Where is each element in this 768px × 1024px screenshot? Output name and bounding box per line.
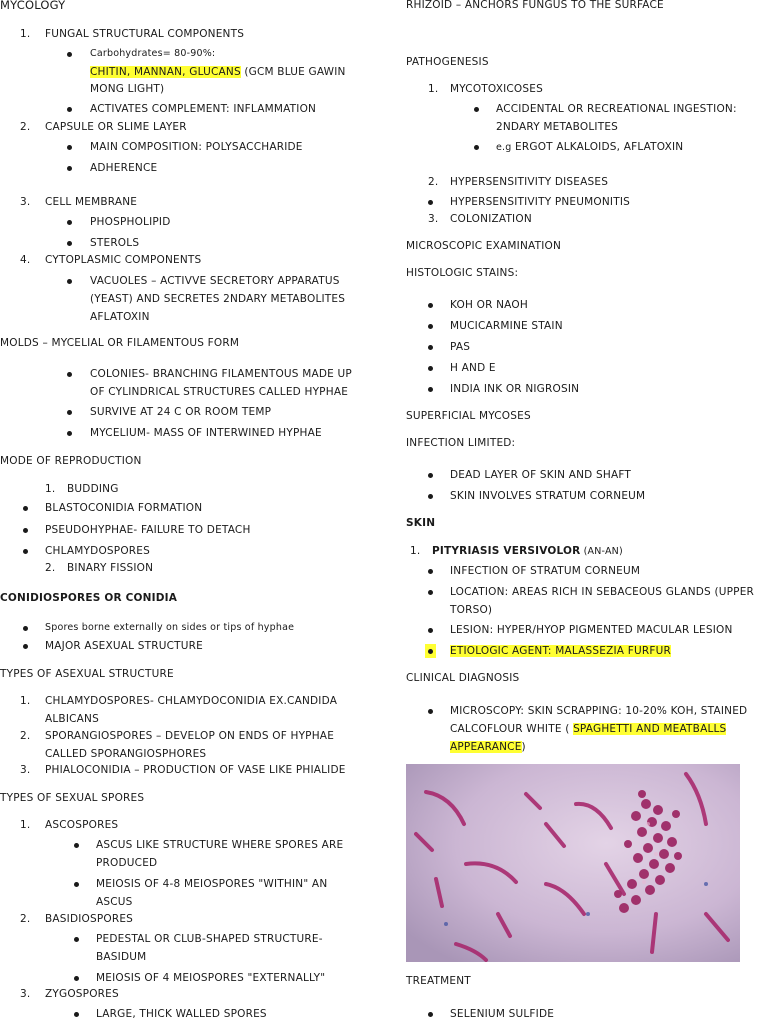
bullet bbox=[67, 220, 72, 225]
list-number: 4. bbox=[20, 254, 31, 266]
section-heading: MODE OF REPRODUCTION bbox=[0, 455, 142, 467]
bullet bbox=[23, 549, 28, 554]
bullet bbox=[74, 843, 79, 848]
highlighted-bullet bbox=[425, 644, 436, 658]
list-item: CHLAMYDOSPORES- CHLAMYDOCONIDIA EX.CANDIDA ALBICANS bbox=[45, 695, 338, 725]
bullet bbox=[428, 590, 433, 595]
page-title: MYCOLOGY bbox=[0, 0, 66, 12]
list-number: 2. bbox=[20, 730, 31, 742]
list-item: COLONIES- BRANCHING FILAMENTOUS MADE UP OF CYLINDRICAL STRUCTURES CALLED HYPHAE bbox=[90, 368, 352, 398]
list-number: 1. bbox=[20, 695, 31, 707]
bullet bbox=[428, 200, 433, 205]
bullet bbox=[74, 976, 79, 981]
bullet bbox=[23, 528, 28, 533]
list-item: INDIA INK OR NIGROSIN bbox=[450, 383, 580, 395]
bullet bbox=[428, 345, 433, 350]
list-number: 1. bbox=[45, 483, 56, 495]
list-item: MEIOSIS OF 4-8 MEIOSPORES "WITHIN" AN ASCUS bbox=[96, 878, 328, 908]
list-item: INFECTION OF STRATUM CORNEUM bbox=[450, 565, 641, 577]
list-number: 3. bbox=[20, 764, 31, 776]
bullet bbox=[67, 145, 72, 150]
section-heading: CAPSULE OR SLIME LAYER bbox=[45, 121, 187, 133]
list-item: H AND E bbox=[450, 362, 496, 374]
list-number: 3. bbox=[20, 196, 31, 208]
list-item: MYCELIUM- MASS OF INTERWINED HYPHAE bbox=[90, 427, 322, 439]
list-item: BINARY FISSION bbox=[67, 562, 154, 574]
list-item: VACUOLES – ACTIVVE SECRETORY APPARATUS (YEAST) AND SECRETES 2NDARY METABOLITES AFLATOXIN bbox=[90, 275, 346, 323]
list-item: e.g ERGOT ALKALOIDS, AFLATOXIN bbox=[496, 141, 684, 153]
section-heading: CLINICAL DIAGNOSIS bbox=[406, 672, 520, 684]
list-number: 1. bbox=[428, 83, 439, 95]
list-item: PHOSPHOLIPID bbox=[90, 216, 171, 228]
highlighted-text: MALASSEZIA FURFUR bbox=[555, 645, 671, 657]
list-item: ZYGOSPORES bbox=[45, 988, 119, 1000]
bullet bbox=[67, 372, 72, 377]
list-item: BLASTOCONIDIA FORMATION bbox=[45, 502, 203, 514]
list-item: MAJOR ASEXUAL STRUCTURE bbox=[45, 640, 203, 652]
list-item: PHIALOCONIDIA – PRODUCTION OF VASE LIKE PHIALIDE bbox=[45, 764, 346, 776]
section-heading: SKIN bbox=[406, 517, 436, 529]
list-number: 3. bbox=[428, 213, 439, 225]
bullet bbox=[428, 324, 433, 329]
bullet bbox=[67, 241, 72, 246]
list-item: MYCOTOXICOSES bbox=[450, 83, 543, 95]
list-item: STEROLS bbox=[90, 237, 140, 249]
section-heading: TYPES OF ASEXUAL STRUCTURE bbox=[0, 668, 174, 680]
list-item: DEAD LAYER OF SKIN AND SHAFT bbox=[450, 469, 632, 481]
bullet bbox=[428, 366, 433, 371]
list-item: LARGE, THICK WALLED SPORES bbox=[96, 1008, 267, 1020]
bullet bbox=[23, 626, 28, 631]
list-item: PSEUDOHYPHAE- FAILURE TO DETACH bbox=[45, 524, 251, 536]
list-item: HYPERSENSITIVITY DISEASES bbox=[450, 176, 609, 188]
section-heading: CELL MEMBRANE bbox=[45, 196, 138, 208]
section-heading: CYTOPLASMIC COMPONENTS bbox=[45, 254, 202, 266]
list-item: CHITIN, MANNAN, GLUCANS (GCM BLUE GAWIN bbox=[90, 66, 346, 78]
list-item: MEIOSIS OF 4 MEIOSPORES "EXTERNALLY" bbox=[96, 972, 326, 984]
bullet bbox=[67, 52, 72, 57]
list-item: ADHERENCE bbox=[90, 162, 158, 174]
list-number: 2. bbox=[45, 562, 56, 574]
highlighted-text: CHITIN, MANNAN, GLUCANS bbox=[90, 66, 241, 78]
section-heading: SUPERFICIAL MYCOSES bbox=[406, 410, 531, 422]
list-item: ETIOLOGIC AGENT: MALASSEZIA FURFUR bbox=[450, 645, 671, 657]
list-item: BUDDING bbox=[67, 483, 119, 495]
section-heading: HISTOLOGIC STAINS: bbox=[406, 267, 519, 279]
bullet bbox=[67, 279, 72, 284]
section-heading: MICROSCOPIC EXAMINATION bbox=[406, 240, 562, 252]
bullet bbox=[67, 166, 72, 171]
list-item: COLONIZATION bbox=[450, 213, 532, 225]
micrograph-image bbox=[406, 764, 740, 962]
list-item: MAIN COMPOSITION: POLYSACCHARIDE bbox=[90, 141, 303, 153]
section-heading: TYPES OF SEXUAL SPORES bbox=[0, 792, 145, 804]
list-number: 1. bbox=[20, 28, 31, 40]
list-number: 1. bbox=[410, 545, 421, 557]
bullet bbox=[428, 494, 433, 499]
section-heading: RHIZOID – ANCHORS FUNGUS TO THE SURFACE bbox=[406, 0, 664, 11]
section-heading: INFECTION LIMITED: bbox=[406, 437, 516, 449]
bullet bbox=[428, 628, 433, 633]
list-item: MICROSCOPY: SKIN SCRAPPING: 10-20% KOH, STAINED CALCOFLOUR WHITE ( SPAGHETTI AND MEATBALLS APPEARANCE) bbox=[450, 705, 748, 753]
section-heading: MOLDS – MYCELIAL OR FILAMENTOUS FORM bbox=[0, 337, 240, 349]
list-number: 2. bbox=[20, 121, 31, 133]
list-number: 2. bbox=[20, 913, 31, 925]
section-heading: FUNGAL STRUCTURAL COMPONENTS bbox=[45, 28, 245, 40]
bullet bbox=[74, 1012, 79, 1017]
list-item: CHLAMYDOSPORES bbox=[45, 545, 150, 557]
list-number: 2. bbox=[428, 176, 439, 188]
list-item: ASCOSPORES bbox=[45, 819, 119, 831]
bullet bbox=[67, 107, 72, 112]
bullet bbox=[428, 303, 433, 308]
list-item: PAS bbox=[450, 341, 471, 353]
section-heading: TREATMENT bbox=[406, 975, 471, 987]
bullet bbox=[74, 937, 79, 942]
list-item: BASIDIOSPORES bbox=[45, 913, 134, 925]
list-number: 3. bbox=[20, 988, 31, 1000]
bullet bbox=[67, 410, 72, 415]
list-item: PITYRIASIS VERSIVOLOR (AN-AN) bbox=[432, 545, 623, 557]
bullet bbox=[74, 882, 79, 887]
bullet bbox=[428, 569, 433, 574]
list-item: SPORANGIOSPORES – DEVELOP ON ENDS OF HYPHAE CALLED SPORANGIOSPHORES bbox=[45, 730, 335, 760]
highlighted-text: SPAGHETTI AND MEATBALLS APPEARANCE bbox=[450, 723, 727, 753]
bullet bbox=[474, 107, 479, 112]
micrograph-drawing bbox=[406, 764, 740, 962]
list-item: Spores borne externally on sides or tips of hyphae bbox=[45, 622, 295, 633]
list-item: HYPERSENSITIVITY PNEUMONITIS bbox=[450, 196, 630, 208]
bullet bbox=[428, 473, 433, 478]
list-item: SELENIUM SULFIDE bbox=[450, 1008, 555, 1020]
list-item: LESION: HYPER/HYOP PIGMENTED MACULAR LESION bbox=[450, 624, 733, 636]
list-item: LOCATION: AREAS RICH IN SEBACEOUS GLANDS (UPPER TORSO) bbox=[450, 586, 755, 616]
list-item: MONG LIGHT) bbox=[90, 83, 165, 95]
section-heading: CONIDIOSPORES OR CONIDIA bbox=[0, 592, 178, 604]
list-item: MUCICARMINE STAIN bbox=[450, 320, 563, 332]
list-item: ACCIDENTAL OR RECREATIONAL INGESTION: 2NDARY METABOLITES bbox=[496, 103, 737, 133]
list-item: Carbohydrates= 80-90%: bbox=[90, 48, 216, 59]
bullet bbox=[474, 145, 479, 150]
list-item: PEDESTAL OR CLUB-SHAPED STRUCTURE- BASIDUM bbox=[96, 933, 323, 963]
bullet bbox=[23, 644, 28, 649]
list-item: SURVIVE AT 24 C OR ROOM TEMP bbox=[90, 406, 272, 418]
list-item: ASCUS LIKE STRUCTURE WHERE SPORES ARE PRODUCED bbox=[96, 839, 344, 869]
list-number: 1. bbox=[20, 819, 31, 831]
bullet bbox=[67, 431, 72, 436]
list-item: SKIN INVOLVES STRATUM CORNEUM bbox=[450, 490, 646, 502]
list-item: KOH OR NAOH bbox=[450, 299, 528, 311]
bullet bbox=[23, 506, 28, 511]
list-item: ACTIVATES COMPLEMENT: INFLAMMATION bbox=[90, 103, 317, 115]
section-heading: PATHOGENESIS bbox=[406, 56, 489, 68]
bullet bbox=[428, 387, 433, 392]
bullet bbox=[428, 709, 433, 714]
bullet bbox=[428, 1012, 433, 1017]
